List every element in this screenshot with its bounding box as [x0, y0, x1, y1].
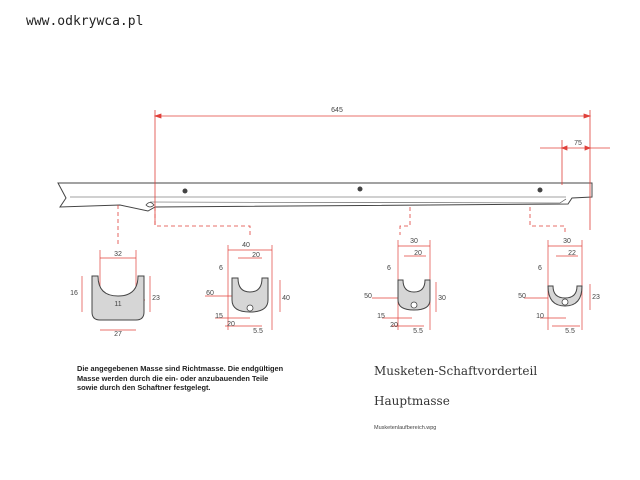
s3-top-label: 30 — [410, 238, 418, 245]
s4-inner-a-label: 6 — [538, 265, 542, 272]
s1-left-label: 16 — [70, 290, 78, 297]
s4-inner-b-label: 22 — [568, 250, 576, 257]
s2-top-label: 40 — [242, 242, 250, 249]
s1-top-label: 32 — [114, 251, 122, 258]
s1-bottom-label: 27 — [114, 331, 122, 338]
s2-bottom-label: 5.5 — [253, 328, 263, 335]
s4-top-label: 30 — [563, 238, 571, 245]
s3-inner-b-label: 20 — [414, 250, 422, 257]
s3-low-a-label: 15 — [377, 313, 385, 320]
dimension-note — [77, 364, 337, 393]
s1-right-label: 23 — [152, 295, 160, 302]
cross-section-3 — [364, 238, 446, 335]
forend-side-view — [58, 183, 592, 211]
tip-length-label: 75 — [574, 140, 582, 147]
s3-left-label: 50 — [364, 293, 372, 300]
drawing-title: Musketen-Schaftvorderteil — [374, 364, 538, 378]
cross-section-1 — [70, 250, 160, 338]
s1-mid-label: 11 — [114, 301, 122, 308]
s4-left-label: 50 — [518, 293, 526, 300]
drawing-subtitle: Hauptmasse — [374, 394, 450, 408]
s2-inner-b-label: 20 — [252, 252, 260, 259]
s3-low-b-label: 20 — [390, 322, 398, 329]
s3-right-label: 30 — [438, 295, 446, 302]
note-line-3: sowie durch den Schaftner festgelegt. — [77, 383, 211, 392]
s2-inner-a-label: 6 — [219, 265, 223, 272]
file-name: Musketenlaufbereich.wpg — [374, 425, 437, 431]
cross-section-2 — [205, 242, 290, 335]
note-line-2: Masse werden durch die ein- oder anzubauenden Teile — [77, 373, 269, 383]
s2-right-label: 40 — [282, 295, 290, 302]
overall-dimension — [118, 110, 610, 245]
s3-bottom-label: 5.5 — [413, 328, 423, 335]
s4-bottom-label: 5.5 — [565, 328, 575, 335]
overall-length-label: 645 — [331, 107, 343, 114]
cross-section-4 — [518, 238, 600, 335]
s2-low-a-label: 15 — [215, 313, 223, 320]
s2-left-label: 60 — [206, 290, 214, 297]
s4-right-label: 23 — [592, 294, 600, 301]
note-line-1: Die angegebenen Masse sind Richtmasse. Die endgültigen — [77, 364, 284, 373]
s3-inner-a-label: 6 — [387, 265, 391, 272]
s2-low-b-label: 20 — [227, 321, 235, 328]
s4-low-a-label: 10 — [536, 313, 544, 320]
watermark-text: www.odkrywca.pl — [26, 14, 144, 29]
